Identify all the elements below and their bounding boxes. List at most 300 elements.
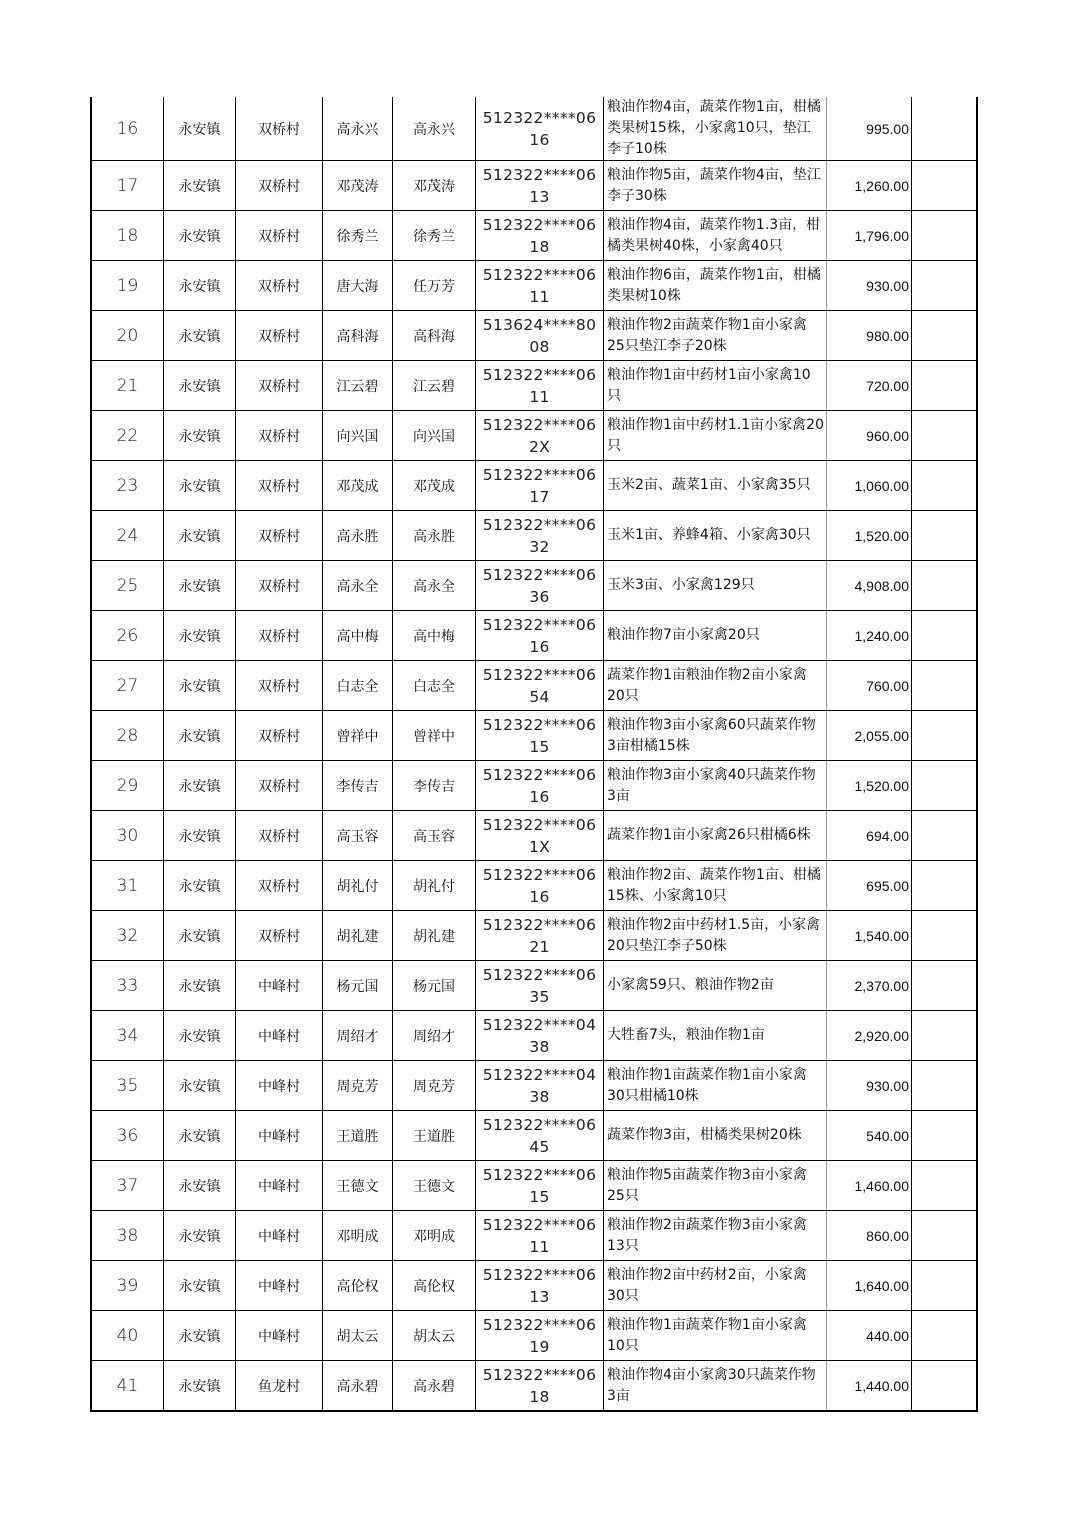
subsidy-items-cell: 蔬菜作物1亩粮油作物2亩小家禽20只: [604, 661, 827, 711]
village-cell: 双桥村: [236, 411, 323, 461]
amount-cell: 1,640.00: [827, 1261, 912, 1311]
payee-name-cell: 高中梅: [393, 611, 476, 661]
town-cell: 永安镇: [164, 1061, 236, 1111]
id-number-cell: [476, 97, 604, 161]
amount-cell: 930.00: [827, 261, 912, 311]
village-cell: 中峰村: [236, 1261, 323, 1311]
household-name-cell: 邓茂涛: [323, 161, 393, 211]
remark-cell: [912, 911, 978, 961]
table-row: [91, 1061, 977, 1111]
village-cell: 双桥村: [236, 711, 323, 761]
payee-name-cell: 李传吉: [393, 761, 476, 811]
table-row: [91, 97, 977, 161]
subsidy-items-cell: 粮油作物3亩小家禽40只蔬菜作物3亩: [604, 761, 827, 811]
table-row: [91, 911, 977, 961]
remark-cell: [912, 1361, 978, 1412]
id-number-cell: [476, 561, 604, 611]
household-name-cell: 高伦权: [323, 1261, 393, 1311]
table-row: [91, 1011, 977, 1061]
household-name-cell: 李传吉: [323, 761, 393, 811]
remark-cell: [912, 1111, 978, 1161]
row-number: 27: [91, 661, 164, 711]
subsidy-items-cell: 蔬菜作物3亩，柑橘类果树20株: [604, 1111, 827, 1161]
household-name-cell: 周克芳: [323, 1061, 393, 1111]
town-cell: 永安镇: [164, 361, 236, 411]
town-cell: 永安镇: [164, 1361, 236, 1412]
id-number-part-2: 36: [529, 587, 550, 606]
id-number-cell: [476, 611, 604, 661]
table-row: [91, 511, 977, 561]
id-number-part-2: 17: [529, 487, 550, 506]
id-number-part-2: 35: [529, 987, 550, 1006]
village-cell: 鱼龙村: [236, 1361, 323, 1412]
id-number-part-2: 38: [529, 1087, 550, 1106]
remark-cell: [912, 611, 978, 661]
subsidy-items-cell: 粮油作物2亩蔬菜作物3亩小家禽13只: [604, 1211, 827, 1261]
id-number-cell: [476, 461, 604, 511]
household-name-cell: 胡礼付: [323, 861, 393, 911]
id-number-part-1: 512322****06: [482, 565, 597, 584]
village-cell: 双桥村: [236, 161, 323, 211]
id-number-cell: [476, 711, 604, 761]
id-number-part-1: 512322****06: [482, 615, 597, 634]
id-number-cell: [476, 911, 604, 961]
subsidy-items-cell: 粮油作物2亩、蔬菜作物1亩、柑橘15株、小家禽10只: [604, 861, 827, 911]
village-cell: 中峰村: [236, 961, 323, 1011]
id-number-part-1: 512322****06: [482, 108, 597, 127]
amount-cell: 440.00: [827, 1311, 912, 1361]
id-number-part-1: 512322****06: [482, 365, 597, 384]
row-number: 40: [91, 1311, 164, 1361]
subsidy-items-cell: 玉米1亩、养蜂4箱、小家禽30只: [604, 511, 827, 561]
amount-cell: 4,908.00: [827, 561, 912, 611]
id-number-cell: [476, 1261, 604, 1311]
id-number-part-1: 512322****06: [482, 765, 597, 784]
id-number-part-1: 512322****04: [482, 1065, 597, 1084]
id-number-cell: [476, 1161, 604, 1211]
id-number-part-1: 512322****06: [482, 665, 597, 684]
id-number-part-1: 512322****06: [482, 915, 597, 934]
payee-name-cell: 胡礼付: [393, 861, 476, 911]
household-name-cell: 杨元国: [323, 961, 393, 1011]
amount-cell: 930.00: [827, 1061, 912, 1111]
subsidy-items-cell: 粮油作物6亩，蔬菜作物1亩，柑橘类果树10株: [604, 261, 827, 311]
remark-cell: [912, 411, 978, 461]
id-number-part-1: 512322****06: [482, 465, 597, 484]
village-cell: 中峰村: [236, 1111, 323, 1161]
village-cell: 双桥村: [236, 311, 323, 361]
town-cell: 永安镇: [164, 311, 236, 361]
village-cell: 双桥村: [236, 97, 323, 161]
payee-name-cell: 邓茂涛: [393, 161, 476, 211]
village-cell: 双桥村: [236, 911, 323, 961]
village-cell: 双桥村: [236, 761, 323, 811]
subsidy-table: [90, 97, 978, 1412]
id-number-part-2: 16: [529, 130, 550, 149]
household-name-cell: 向兴国: [323, 411, 393, 461]
id-number-part-2: 13: [529, 1287, 550, 1306]
id-number-cell: [476, 1361, 604, 1412]
payee-name-cell: 高伦权: [393, 1261, 476, 1311]
town-cell: 永安镇: [164, 1111, 236, 1161]
town-cell: 永安镇: [164, 97, 236, 161]
amount-cell: 1,540.00: [827, 911, 912, 961]
id-number-part-2: 16: [529, 787, 550, 806]
amount-cell: 995.00: [827, 97, 912, 161]
row-number: 29: [91, 761, 164, 811]
town-cell: 永安镇: [164, 711, 236, 761]
remark-cell: [912, 811, 978, 861]
id-number-part-1: 512322****06: [482, 515, 597, 534]
subsidy-items-cell: 大牲畜7头，粮油作物1亩: [604, 1011, 827, 1061]
payee-name-cell: 高科海: [393, 311, 476, 361]
id-number-cell: [476, 161, 604, 211]
table-row: [91, 1211, 977, 1261]
id-number-part-1: 512322****06: [482, 1115, 597, 1134]
payee-name-cell: 高永碧: [393, 1361, 476, 1412]
id-number-cell: [476, 511, 604, 561]
id-number-part-1: 512322****06: [482, 1315, 597, 1334]
payee-name-cell: 邓茂成: [393, 461, 476, 511]
payee-name-cell: 周克芳: [393, 1061, 476, 1111]
amount-cell: 980.00: [827, 311, 912, 361]
subsidy-items-cell: 粮油作物4亩小家禽30只蔬菜作物3亩: [604, 1361, 827, 1412]
id-number-cell: [476, 1311, 604, 1361]
row-number: 36: [91, 1111, 164, 1161]
village-cell: 双桥村: [236, 461, 323, 511]
remark-cell: [912, 561, 978, 611]
id-number-part-1: 512322****04: [482, 1015, 597, 1034]
subsidy-items-cell: 小家禽59只、粮油作物2亩: [604, 961, 827, 1011]
household-name-cell: 胡太云: [323, 1311, 393, 1361]
subsidy-items-cell: 粮油作物3亩小家禽60只蔬菜作物3亩柑橘15株: [604, 711, 827, 761]
id-number-part-2: 11: [529, 1237, 550, 1256]
town-cell: 永安镇: [164, 211, 236, 261]
table-row: [91, 1261, 977, 1311]
payee-name-cell: 王德文: [393, 1161, 476, 1211]
id-number-cell: [476, 1111, 604, 1161]
id-number-part-1: 512322****06: [482, 265, 597, 284]
payee-name-cell: 胡礼建: [393, 911, 476, 961]
id-number-cell: [476, 1061, 604, 1111]
id-number-part-2: 54: [529, 687, 550, 706]
id-number-part-2: 45: [529, 1137, 550, 1156]
payee-name-cell: 杨元国: [393, 961, 476, 1011]
village-cell: 双桥村: [236, 261, 323, 311]
id-number-cell: [476, 811, 604, 861]
town-cell: 永安镇: [164, 1311, 236, 1361]
row-number: 30: [91, 811, 164, 861]
town-cell: 永安镇: [164, 1161, 236, 1211]
village-cell: 双桥村: [236, 611, 323, 661]
household-name-cell: 高永兴: [323, 97, 393, 161]
row-number: 41: [91, 1361, 164, 1412]
row-number: 24: [91, 511, 164, 561]
remark-cell: [912, 1311, 978, 1361]
amount-cell: 694.00: [827, 811, 912, 861]
amount-cell: 720.00: [827, 361, 912, 411]
remark-cell: [912, 1061, 978, 1111]
id-number-part-2: 16: [529, 887, 550, 906]
household-name-cell: 高永胜: [323, 511, 393, 561]
table-row: [91, 411, 977, 461]
id-number-cell: [476, 661, 604, 711]
town-cell: 永安镇: [164, 811, 236, 861]
id-number-part-2: 38: [529, 1037, 550, 1056]
row-number: 31: [91, 861, 164, 911]
household-name-cell: 徐秀兰: [323, 211, 393, 261]
household-name-cell: 高玉容: [323, 811, 393, 861]
table-row: [91, 611, 977, 661]
id-number-cell: [476, 261, 604, 311]
id-number-part-1: 512322****06: [482, 965, 597, 984]
subsidy-items-cell: 粮油作物1亩蔬菜作物1亩小家禽10只: [604, 1311, 827, 1361]
table-row: [91, 211, 977, 261]
remark-cell: [912, 361, 978, 411]
row-number: 17: [91, 161, 164, 211]
id-number-cell: [476, 961, 604, 1011]
id-number-part-1: 512322****06: [482, 415, 597, 434]
id-number-part-1: 512322****06: [482, 215, 597, 234]
id-number-part-2: 21: [529, 937, 550, 956]
row-number: 22: [91, 411, 164, 461]
table-row: [91, 561, 977, 611]
town-cell: 永安镇: [164, 911, 236, 961]
household-name-cell: 胡礼建: [323, 911, 393, 961]
subsidy-items-cell: 粮油作物1亩蔬菜作物1亩小家禽30只柑橘10株: [604, 1061, 827, 1111]
town-cell: 永安镇: [164, 961, 236, 1011]
remark-cell: [912, 861, 978, 911]
row-number: 23: [91, 461, 164, 511]
table-row: [91, 461, 977, 511]
town-cell: 永安镇: [164, 861, 236, 911]
table-row: [91, 161, 977, 211]
row-number: 38: [91, 1211, 164, 1261]
town-cell: 永安镇: [164, 611, 236, 661]
id-number-part-1: 513624****80: [482, 315, 597, 334]
payee-name-cell: 江云碧: [393, 361, 476, 411]
payee-name-cell: 高玉容: [393, 811, 476, 861]
id-number-part-2: 08: [529, 337, 550, 356]
id-number-part-2: 2X: [528, 437, 551, 456]
amount-cell: 1,240.00: [827, 611, 912, 661]
subsidy-items-cell: 粮油作物2亩中药材2亩，小家禽30只: [604, 1261, 827, 1311]
subsidy-items-cell: 粮油作物2亩中药材1.5亩，小家禽20只垫江李子50株: [604, 911, 827, 961]
payee-name-cell: 邓明成: [393, 1211, 476, 1261]
town-cell: 永安镇: [164, 1261, 236, 1311]
village-cell: 双桥村: [236, 811, 323, 861]
payee-name-cell: 高永胜: [393, 511, 476, 561]
id-number-part-1: 512322****06: [482, 715, 597, 734]
town-cell: 永安镇: [164, 161, 236, 211]
payee-name-cell: 高永兴: [393, 97, 476, 161]
subsidy-items-cell: 粮油作物1亩中药材1.1亩小家禽20只: [604, 411, 827, 461]
id-number-part-2: 11: [529, 387, 550, 406]
remark-cell: [912, 211, 978, 261]
id-number-cell: [476, 311, 604, 361]
household-name-cell: 白志全: [323, 661, 393, 711]
village-cell: 双桥村: [236, 511, 323, 561]
payee-name-cell: 任万芳: [393, 261, 476, 311]
amount-cell: 2,370.00: [827, 961, 912, 1011]
village-cell: 双桥村: [236, 661, 323, 711]
subsidy-items-cell: 蔬菜作物1亩小家禽26只柑橘6株: [604, 811, 827, 861]
remark-cell: [912, 711, 978, 761]
amount-cell: 760.00: [827, 661, 912, 711]
amount-cell: 540.00: [827, 1111, 912, 1161]
table-row: [91, 861, 977, 911]
row-number: 35: [91, 1061, 164, 1111]
village-cell: 双桥村: [236, 361, 323, 411]
village-cell: 双桥村: [236, 861, 323, 911]
remark-cell: [912, 661, 978, 711]
row-number: 28: [91, 711, 164, 761]
subsidy-items-cell: 玉米2亩、蔬菜1亩、小家禽35只: [604, 461, 827, 511]
id-number-cell: [476, 1211, 604, 1261]
table-row: [91, 1361, 977, 1412]
household-name-cell: 邓明成: [323, 1211, 393, 1261]
subsidy-items-cell: 粮油作物7亩小家禽20只: [604, 611, 827, 661]
subsidy-items-cell: 粮油作物4亩，蔬菜作物1亩，柑橘类果树15株，小家禽10只，垫江李子10株: [604, 97, 827, 161]
household-name-cell: 高永碧: [323, 1361, 393, 1412]
id-number-part-2: 19: [529, 1337, 550, 1356]
payee-name-cell: 胡太云: [393, 1311, 476, 1361]
amount-cell: 1,796.00: [827, 211, 912, 261]
remark-cell: [912, 1261, 978, 1311]
household-name-cell: 周绍才: [323, 1011, 393, 1061]
amount-cell: 2,920.00: [827, 1011, 912, 1061]
amount-cell: 860.00: [827, 1211, 912, 1261]
remark-cell: [912, 261, 978, 311]
town-cell: 永安镇: [164, 511, 236, 561]
subsidy-items-cell: 粮油作物1亩中药材1亩小家禽10只: [604, 361, 827, 411]
town-cell: 永安镇: [164, 761, 236, 811]
table-row: [91, 961, 977, 1011]
id-number-part-2: 16: [529, 637, 550, 656]
row-number: 37: [91, 1161, 164, 1211]
table-body: [91, 97, 977, 1411]
table-row: [91, 761, 977, 811]
subsidy-items-cell: 粮油作物5亩，蔬菜作物4亩，垫江李子30株: [604, 161, 827, 211]
id-number-part-1: 512322****06: [482, 1365, 597, 1384]
row-number: 32: [91, 911, 164, 961]
village-cell: 中峰村: [236, 1211, 323, 1261]
household-name-cell: 王德文: [323, 1161, 393, 1211]
remark-cell: [912, 1011, 978, 1061]
village-cell: 中峰村: [236, 1161, 323, 1211]
town-cell: 永安镇: [164, 661, 236, 711]
table-row: [91, 811, 977, 861]
payee-name-cell: 王道胜: [393, 1111, 476, 1161]
subsidy-items-cell: 粮油作物2亩蔬菜作物1亩小家禽25只垫江李子20株: [604, 311, 827, 361]
id-number-part-2: 11: [529, 287, 550, 306]
row-number: 26: [91, 611, 164, 661]
village-cell: 中峰村: [236, 1311, 323, 1361]
payee-name-cell: 曾祥中: [393, 711, 476, 761]
id-number-part-2: 15: [529, 1187, 550, 1206]
id-number-cell: [476, 411, 604, 461]
amount-cell: 1,260.00: [827, 161, 912, 211]
remark-cell: [912, 97, 978, 161]
subsidy-items-cell: 玉米3亩、小家禽129只: [604, 561, 827, 611]
amount-cell: 1,440.00: [827, 1361, 912, 1412]
payee-name-cell: 向兴国: [393, 411, 476, 461]
remark-cell: [912, 311, 978, 361]
remark-cell: [912, 961, 978, 1011]
id-number-cell: [476, 761, 604, 811]
table-row: [91, 711, 977, 761]
town-cell: 永安镇: [164, 411, 236, 461]
row-number: 18: [91, 211, 164, 261]
amount-cell: 2,055.00: [827, 711, 912, 761]
row-number: 39: [91, 1261, 164, 1311]
id-number-part-1: 512322****06: [482, 865, 597, 884]
row-number: 25: [91, 561, 164, 611]
town-cell: 永安镇: [164, 1211, 236, 1261]
town-cell: 永安镇: [164, 1011, 236, 1061]
row-number: 21: [91, 361, 164, 411]
id-number-part-2: 18: [529, 237, 550, 256]
remark-cell: [912, 761, 978, 811]
payee-name-cell: 徐秀兰: [393, 211, 476, 261]
row-number: 20: [91, 311, 164, 361]
row-number: 16: [91, 97, 164, 161]
row-number: 19: [91, 261, 164, 311]
id-number-part-2: 18: [529, 1387, 550, 1406]
household-name-cell: 高中梅: [323, 611, 393, 661]
id-number-part-1: 512322****06: [482, 1165, 597, 1184]
amount-cell: 1,060.00: [827, 461, 912, 511]
table-row: [91, 361, 977, 411]
village-cell: 双桥村: [236, 561, 323, 611]
household-name-cell: 高科海: [323, 311, 393, 361]
payee-name-cell: 高永全: [393, 561, 476, 611]
town-cell: 永安镇: [164, 461, 236, 511]
table-row: [91, 1161, 977, 1211]
row-number: 33: [91, 961, 164, 1011]
remark-cell: [912, 511, 978, 561]
id-number-part-2: 1X: [528, 837, 551, 856]
subsidy-items-cell: 粮油作物5亩蔬菜作物3亩小家禽25只: [604, 1161, 827, 1211]
payee-name-cell: 白志全: [393, 661, 476, 711]
id-number-part-2: 13: [529, 187, 550, 206]
village-cell: 中峰村: [236, 1061, 323, 1111]
id-number-cell: [476, 361, 604, 411]
village-cell: 中峰村: [236, 1011, 323, 1061]
table-row: [91, 1111, 977, 1161]
town-cell: 永安镇: [164, 561, 236, 611]
id-number-cell: [476, 861, 604, 911]
id-number-part-1: 512322****06: [482, 165, 597, 184]
table-row: [91, 1311, 977, 1361]
table-row: [91, 311, 977, 361]
table-row: [91, 661, 977, 711]
amount-cell: 695.00: [827, 861, 912, 911]
id-number-cell: [476, 1011, 604, 1061]
remark-cell: [912, 161, 978, 211]
id-number-part-1: 512322****06: [482, 1265, 597, 1284]
household-name-cell: 高永全: [323, 561, 393, 611]
id-number-part-1: 512322****06: [482, 815, 597, 834]
remark-cell: [912, 1161, 978, 1211]
amount-cell: 1,460.00: [827, 1161, 912, 1211]
id-number-cell: [476, 211, 604, 261]
id-number-part-1: 512322****06: [482, 1215, 597, 1234]
household-name-cell: 曾祥中: [323, 711, 393, 761]
remark-cell: [912, 461, 978, 511]
remark-cell: [912, 1211, 978, 1261]
payee-name-cell: 周绍才: [393, 1011, 476, 1061]
